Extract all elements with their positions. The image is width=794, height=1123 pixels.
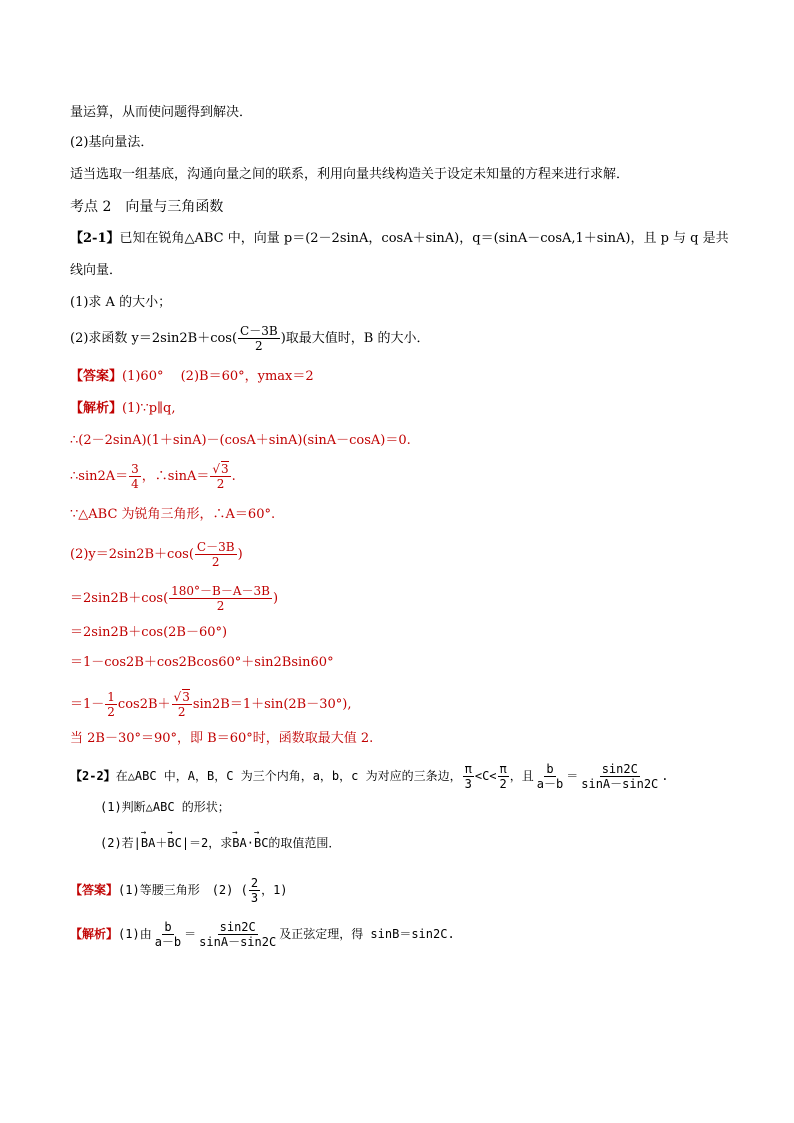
text: ＝1－ [70, 697, 105, 712]
solution-step: ＝2sin2B＋cos(2B－60°) [70, 625, 228, 640]
text: ，1) [261, 883, 288, 897]
problem-tag: 【2-2】 [70, 769, 116, 783]
denominator: 2 [255, 339, 263, 353]
numerator: C－3B [196, 540, 235, 554]
fraction [238, 324, 280, 353]
fraction [172, 690, 192, 719]
problem-text: 已知在锐角△ABC 中，向量 p＝(2－2sinA，cosA＋sinA)，q＝(sinA－cosA,1＋sinA)，且 p 与 q 是共 [119, 231, 729, 246]
fraction [498, 762, 509, 791]
solution-step [70, 462, 236, 491]
text: ＝ [566, 769, 579, 783]
denominator: 2 [107, 705, 115, 719]
denominator: 3 [464, 777, 472, 791]
numerator: 1 [107, 690, 115, 704]
text: ，且 [509, 769, 534, 783]
denominator: 2 [216, 477, 225, 491]
solution-step [70, 540, 243, 569]
text: 在△ABC 中，A，B，C 为三个内角，a，b，c 为对应的三条边， [115, 769, 462, 783]
text: ) [237, 547, 243, 562]
text: (1)由 [118, 927, 152, 941]
fraction [210, 462, 230, 491]
denominator: 2 [216, 599, 225, 613]
text-line: 适当选取一组基底，沟通向量之间的联系，利用向量共线构造关于设定未知量的方程来进行求解． [70, 167, 630, 182]
question-2 [70, 324, 429, 353]
solution-step: 当 2B－30°＝90°，即 B＝60°时，函数取最大值 2. [70, 731, 374, 746]
numerator: b [164, 920, 172, 934]
denominator: 2 [177, 705, 186, 719]
answer-tag: 【答案】 [70, 883, 119, 897]
text: <C< [474, 769, 497, 783]
vector-bc: → BC [167, 834, 181, 852]
vector-ba: → BA [141, 834, 155, 852]
answer-tag: 【答案】 [70, 369, 123, 384]
text: |＝2，求 [181, 836, 233, 850]
problem-tag: 【2-1】 [70, 231, 120, 246]
answer-line [70, 368, 314, 386]
radicand: 3 [221, 462, 229, 476]
fraction [579, 762, 660, 791]
denominator: a－b [536, 777, 564, 791]
text: ，∴sinA＝ [141, 469, 210, 484]
text: 的取值范围． [268, 836, 341, 850]
fraction [153, 920, 183, 949]
fraction [195, 540, 237, 569]
problem-2-1-line-2: 线向量． [70, 263, 123, 278]
text: ＋ [155, 836, 168, 850]
denominator: 3 [250, 891, 259, 905]
question-1: (1)判断△ABC 的形状； [100, 800, 230, 814]
text: (2)y＝2sin2B＋cos( [70, 547, 194, 562]
fraction [535, 762, 565, 791]
section-heading: 考点 2 向量与三角函数 [70, 199, 224, 215]
answer-text: (1)60° (2)B＝60°，ymax＝2 [122, 369, 314, 384]
numerator: √3 [212, 462, 229, 476]
analysis-line [70, 400, 175, 418]
fraction [249, 876, 260, 905]
text: (1)等腰三角形 (2) ( [118, 883, 248, 897]
vector-bc: → BC [254, 834, 268, 852]
solution-step: ＝1－cos2B＋cos2Bcos60°＋sin2Bsin60° [70, 655, 334, 670]
text: · [246, 836, 254, 850]
text: sin2B＝1＋sin(2B－30°), [192, 697, 352, 712]
denominator: 2 [211, 555, 220, 569]
question-1: (1)求 A 的大小； [70, 295, 172, 310]
analysis-line [70, 920, 455, 949]
question-2 [100, 834, 340, 852]
problem-2-2-line [70, 762, 669, 791]
text: ＝2sin2B＋cos( [70, 591, 169, 606]
numerator: 2 [250, 876, 259, 890]
numerator: b [546, 762, 554, 776]
denominator: a－b [154, 935, 182, 949]
text: )取最大值时，B 的大小． [280, 331, 430, 346]
solution-step: ∴(2－2sinA)(1＋sinA)－(cosA＋sinA)(sinA－cosA)＝0. [70, 433, 411, 448]
text: cos2B＋ [117, 697, 171, 712]
numerator: π [464, 762, 472, 776]
problem-2-1-line-1 [70, 230, 729, 248]
analysis-tag: 【解析】 [70, 401, 123, 416]
numerator: sin2C [219, 920, 256, 934]
text: ＝ [184, 927, 197, 941]
denominator: sinA－sin2C [581, 777, 659, 791]
text: 及正弦定理，得 sinB＝sin2C. [279, 927, 455, 941]
denominator: sinA－sin2C [199, 935, 277, 949]
text-line: (2)基向量法． [70, 135, 154, 150]
text: ∴sin2A＝ [70, 469, 129, 484]
denominator: 4 [131, 477, 139, 491]
radicand: 3 [182, 690, 190, 704]
text: . [231, 469, 236, 484]
text: . [661, 769, 669, 783]
solution-step [70, 584, 278, 613]
fraction [463, 762, 474, 791]
text-line: 量运算，从而使问题得到解决． [70, 105, 253, 120]
solution-step: ∵△ABC 为锐角三角形，∴A＝60°. [70, 507, 276, 522]
fraction [169, 584, 272, 613]
text: (2)若| [100, 836, 141, 850]
fraction [129, 462, 141, 491]
analysis-text: (1)∵p∥q, [122, 401, 176, 416]
numerator: 180°－B－A－3B [171, 584, 270, 598]
analysis-tag: 【解析】 [70, 927, 119, 941]
denominator: 2 [499, 777, 507, 791]
vector-ba: → BA [232, 834, 246, 852]
answer-line [70, 876, 288, 905]
text: ) [273, 591, 279, 606]
numerator: sin2C [601, 762, 638, 776]
text: (2)求函数 y＝2sin2B＋cos( [70, 331, 238, 346]
numerator: π [499, 762, 507, 776]
numerator: √3 [173, 690, 190, 704]
fraction [197, 920, 278, 949]
numerator: C－3B [240, 324, 278, 338]
fraction [105, 690, 117, 719]
solution-step [70, 690, 351, 719]
numerator: 3 [131, 462, 139, 476]
